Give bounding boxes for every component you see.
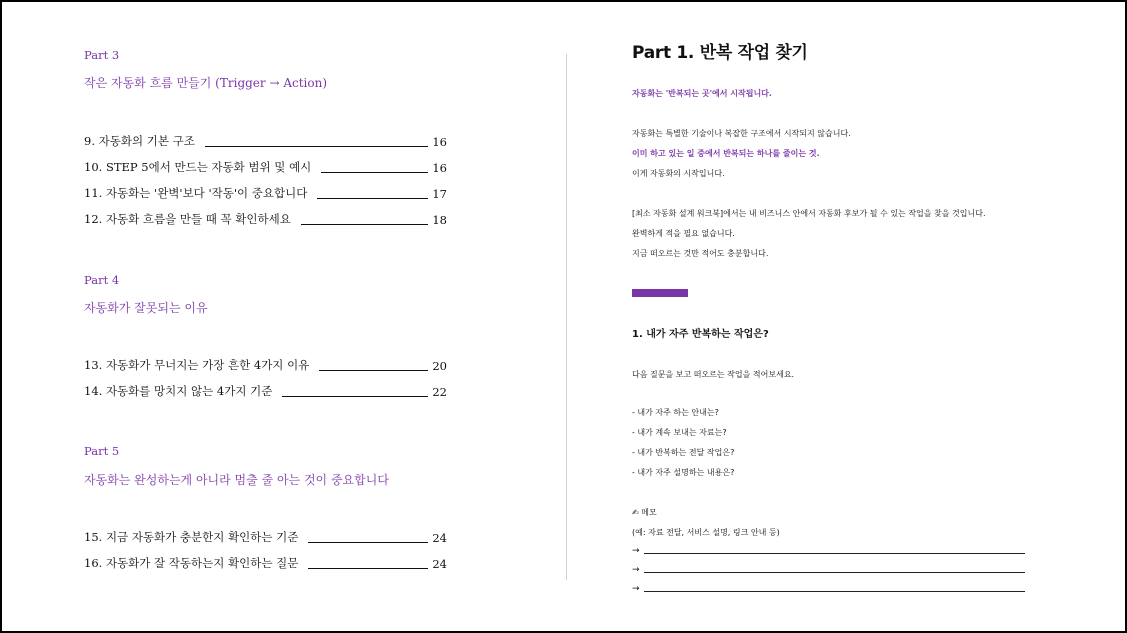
toc-entry-text: 13. 자동화가 무너지는 가장 흔한 4가지 이유 bbox=[84, 358, 310, 372]
memo-write-line[interactable] bbox=[632, 565, 1025, 575]
accent-bar bbox=[632, 289, 688, 297]
toc-entry-text: 15. 지금 자동화가 충분한지 확인하는 기준 bbox=[84, 530, 299, 544]
toc-entry-page: 22 bbox=[432, 385, 447, 399]
toc-entry-page: 24 bbox=[432, 557, 447, 571]
blank-line bbox=[644, 591, 1025, 592]
page-divider bbox=[566, 54, 567, 580]
toc-entry-page: 24 bbox=[432, 531, 447, 545]
toc-entry[interactable] bbox=[84, 159, 447, 175]
toc-entry-text: 11. 자동화는 '완벽'보다 '작동'이 중요합니다 bbox=[84, 186, 308, 200]
lead-text: 자동화는 '반복되는 곳'에서 시작됩니다. bbox=[632, 89, 772, 98]
leader-line bbox=[301, 224, 429, 225]
body-line: 지금 떠오르는 것만 적어도 충분합니다. bbox=[632, 249, 769, 258]
memo-write-line[interactable] bbox=[632, 546, 1025, 556]
memo-write-line[interactable] bbox=[632, 584, 1025, 594]
blank-line bbox=[644, 553, 1025, 554]
leader-line bbox=[308, 568, 428, 569]
highlight-line: 이미 하고 있는 일 중에서 반복되는 하나를 줄이는 것. bbox=[632, 149, 820, 158]
leader-line bbox=[308, 542, 428, 543]
part5-title: 자동화는 완성하는게 아니라 멈출 줄 아는 것이 중요합니다 bbox=[84, 473, 389, 487]
bullet-item: - 내가 반복하는 전달 작업은? bbox=[632, 448, 735, 457]
toc-entry[interactable] bbox=[84, 383, 447, 399]
toc-entry-page: 16 bbox=[432, 135, 447, 149]
leader-line bbox=[282, 396, 428, 397]
part4-title: 자동화가 잘못되는 이유 bbox=[84, 301, 208, 315]
toc-entry[interactable] bbox=[84, 555, 447, 571]
leader-line bbox=[205, 146, 429, 147]
body-line: 이게 자동화의 시작입니다. bbox=[632, 169, 725, 178]
leader-line bbox=[321, 172, 428, 173]
toc-entry-text: 14. 자동화를 망치지 않는 4가지 기준 bbox=[84, 384, 273, 398]
page-title: Part 1. 반복 작업 찾기 bbox=[632, 43, 808, 63]
question-title: 1. 내가 자주 반복하는 작업은? bbox=[632, 329, 769, 340]
arrow-icon: → bbox=[632, 546, 640, 556]
toc-entry-text: 16. 자동화가 잘 작동하는지 확인하는 질문 bbox=[84, 556, 299, 570]
arrow-icon: → bbox=[632, 584, 640, 594]
toc-entry-text: 10. STEP 5에서 만드는 자동화 범위 및 예시 bbox=[84, 160, 312, 174]
bullet-item: - 내가 자주 설명하는 내용은? bbox=[632, 468, 735, 477]
leader-line bbox=[317, 198, 428, 199]
memo-example: (예: 자료 전달, 서비스 설명, 링크 안내 등) bbox=[632, 528, 780, 537]
toc-entry[interactable] bbox=[84, 211, 447, 227]
body-line: [최소 자동화 설계 워크북]에서는 내 비즈니스 안에서 자동화 후보가 될 수 있는 작업을 찾을 것입니다. bbox=[632, 209, 986, 218]
toc-entry[interactable] bbox=[84, 133, 447, 149]
body-line: 완벽하게 적을 필요 없습니다. bbox=[632, 229, 735, 238]
part4-label: Part 4 bbox=[84, 273, 120, 287]
toc-entry[interactable] bbox=[84, 529, 447, 545]
toc-entry-page: 18 bbox=[432, 213, 447, 227]
leader-line bbox=[319, 370, 428, 371]
body-line: 자동화는 특별한 기술이나 복잡한 구조에서 시작되지 않습니다. bbox=[632, 129, 851, 138]
toc-entry[interactable] bbox=[84, 185, 447, 201]
toc-entry-text: 12. 자동화 흐름을 만들 때 꼭 확인하세요 bbox=[84, 212, 291, 226]
part3-label: Part 3 bbox=[84, 48, 120, 62]
blank-line bbox=[644, 572, 1025, 573]
bullet-item: - 내가 계속 보내는 자료는? bbox=[632, 428, 727, 437]
part3-title: 작은 자동화 흐름 만들기 (Trigger → Action) bbox=[84, 76, 328, 90]
toc-entry-text: 9. 자동화의 기본 구조 bbox=[84, 134, 195, 148]
toc-entry-page: 16 bbox=[432, 161, 447, 175]
toc-entry-page: 20 bbox=[432, 359, 447, 373]
bullet-item: - 내가 자주 하는 안내는? bbox=[632, 408, 719, 417]
toc-entry[interactable] bbox=[84, 357, 447, 373]
arrow-icon: → bbox=[632, 565, 640, 575]
part5-label: Part 5 bbox=[84, 444, 120, 458]
memo-label: ✍ 메모 bbox=[632, 508, 657, 517]
toc-entry-page: 17 bbox=[432, 187, 447, 201]
question-intro: 다음 질문을 보고 떠오르는 작업을 적어보세요. bbox=[632, 370, 795, 379]
